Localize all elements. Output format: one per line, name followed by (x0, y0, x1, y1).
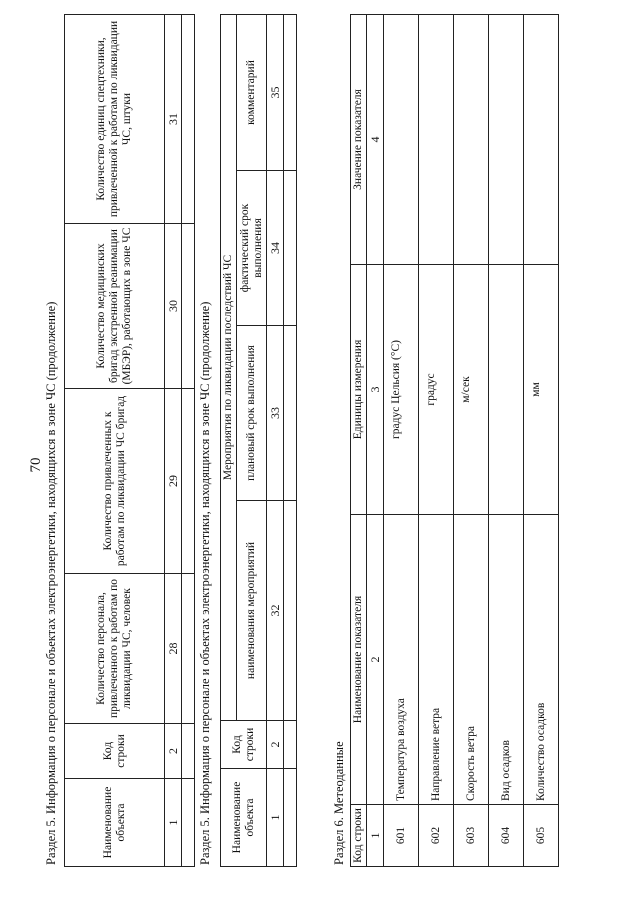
table-number-row (165, 15, 182, 867)
header-cell: фактический срок выполнения (237, 171, 267, 326)
number-cell: 35 (267, 14, 284, 170)
section5a-title: Раздел 5. Информация о персонале и объектах электроэнергетики, находящихся в зоне ЧС (продолжение) (44, 301, 58, 865)
table-cell (284, 14, 297, 170)
row-code: 601 (384, 805, 419, 867)
table-row (454, 15, 489, 867)
table-row (524, 15, 559, 867)
table-cell (182, 224, 195, 389)
row-code: 602 (419, 805, 454, 867)
header-cell: наименования мероприятий (237, 501, 267, 721)
section5b-title: Раздел 5. Информация о персонале и объектах электроэнергетики, находящихся в зоне ЧС (продолжение) (198, 301, 212, 865)
header-cell: Наименование показателя (351, 515, 367, 805)
row-unit: градус Цельсия (°C) (384, 265, 419, 515)
row-unit: мм (524, 265, 559, 515)
row-value (454, 15, 489, 265)
table-cell (182, 15, 195, 224)
page-number: 70 (28, 457, 44, 473)
number-cell: 30 (165, 224, 182, 389)
table-number-row (267, 14, 284, 866)
row-unit: градус (419, 265, 454, 515)
table-cell (284, 769, 297, 867)
number-cell: 2 (165, 724, 182, 779)
header-cell: Наименование объекта (65, 779, 165, 867)
number-cell: 4 (367, 15, 384, 265)
section6-table (350, 14, 559, 867)
table-cell (182, 574, 195, 724)
table-number-row (367, 15, 384, 867)
number-cell: 32 (267, 501, 284, 721)
header-cell: Единицы измерения (351, 265, 367, 515)
number-cell: 31 (165, 15, 182, 224)
row-name: Количество осадков (524, 515, 559, 805)
number-cell: 34 (267, 171, 284, 326)
header-cell: Количество привлеченных к работам по ликвидации ЧС бригад (65, 389, 165, 574)
header-cell: Код строки (351, 805, 367, 867)
header-cell: плановый срок выполнения (237, 326, 267, 501)
row-code: 603 (454, 805, 489, 867)
row-code: 605 (524, 805, 559, 867)
number-cell: 1 (165, 779, 182, 867)
number-cell: 29 (165, 389, 182, 574)
table-header-row (351, 15, 367, 867)
number-cell: 2 (367, 515, 384, 805)
table-row (284, 14, 297, 866)
table-cell (284, 721, 297, 769)
table-header-row (65, 15, 165, 867)
row-name: Вид осадков (489, 515, 524, 805)
number-cell: 3 (367, 265, 384, 515)
number-cell: 1 (267, 769, 284, 867)
header-cell: Наименование объекта (221, 769, 267, 867)
section5b-table (220, 14, 297, 867)
header-cell: комментарий (237, 14, 267, 170)
header-cell: Количество персонала, привлеченного к работам по ликвидации ЧС, человек (65, 574, 165, 724)
number-cell: 2 (267, 721, 284, 769)
row-name: Скорость ветра (454, 515, 489, 805)
table-cell (182, 389, 195, 574)
table-row (384, 15, 419, 867)
row-value (384, 15, 419, 265)
table-cell (284, 171, 297, 326)
section6-title: Раздел 6. Метеоданные (332, 741, 346, 865)
table-row (182, 15, 195, 867)
number-cell: 1 (367, 805, 384, 867)
row-unit: м/сек (454, 265, 489, 515)
table-row (489, 15, 524, 867)
number-cell: 28 (165, 574, 182, 724)
row-value (419, 15, 454, 265)
row-name: Направление ветра (419, 515, 454, 805)
section5a-table (64, 14, 195, 867)
header-cell: Код строки (65, 724, 165, 779)
row-unit (489, 265, 524, 515)
number-cell: 33 (267, 326, 284, 501)
header-cell: Количество единиц спецтехники, привлеченной к работам по ликвидации ЧС, штуки (65, 15, 165, 224)
table-header-row (221, 14, 237, 866)
group-header-cell: Мероприятия по ликвидации последствий ЧС (221, 14, 237, 720)
table-cell (182, 779, 195, 867)
row-value (489, 15, 524, 265)
table-cell (182, 724, 195, 779)
table-cell (284, 326, 297, 501)
row-code: 604 (489, 805, 524, 867)
header-cell: Код строки (221, 721, 267, 769)
table-cell (284, 501, 297, 721)
header-cell: Значение показателя (351, 15, 367, 265)
header-cell: Количество медицинских бригад экстренной реанимации (МБЭР), работающих в зоне ЧС (65, 224, 165, 389)
table-row (419, 15, 454, 867)
row-name: Температура воздуха (384, 515, 419, 805)
row-value (524, 15, 559, 265)
